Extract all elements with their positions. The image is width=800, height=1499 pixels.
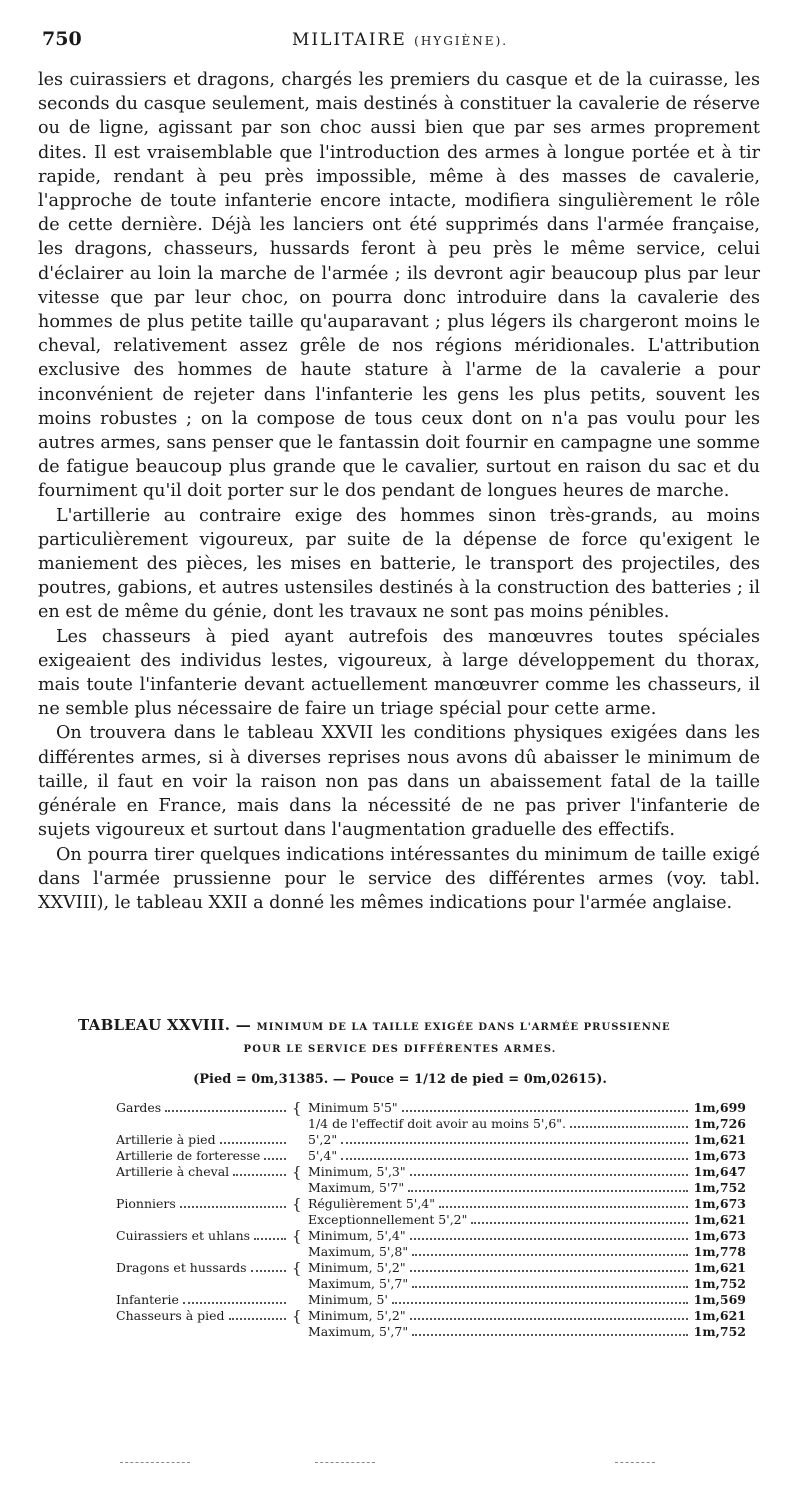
table-unit-note: (Pied = 0m,31385. — Pouce = 1/12 de pied = 0m,02615). [193, 1072, 607, 1087]
dot-leader [165, 1110, 286, 1112]
height-minimum-table [110, 1100, 760, 1340]
dot-leader [341, 1142, 688, 1144]
dot-leader [410, 1270, 688, 1272]
condition-label: Maximum, 5',7" [308, 1276, 409, 1291]
dot-leader [570, 1126, 688, 1128]
metric-height: 1m,673 [693, 1196, 746, 1211]
dot-leader [229, 1318, 286, 1320]
weapon-label: Artillerie à pied [116, 1132, 216, 1147]
condition-label: 1/4 de l'effectif doit avoir au moins 5',6". [308, 1116, 567, 1131]
dot-leader [233, 1174, 286, 1176]
body-text [38, 68, 760, 915]
metric-height: 1m,752 [693, 1276, 746, 1291]
brace: { [292, 1227, 302, 1245]
condition-label: Exceptionnellement 5',2" [308, 1212, 468, 1227]
condition-label: Minimum, 5',4" [308, 1228, 406, 1243]
table-row [110, 1228, 760, 1244]
table-row [110, 1244, 760, 1260]
paragraph-4: On trouvera dans le tableau XXVII les conditions physiques exigées dans les différentes armes, si à diverses reprises nous avons dû abaisser le minimum de taille, il faut en voir la raison non pas dans un abaissement fatal de la taille générale en France, mais dans la nécessité de ne pas priver l'infanterie de sujets vigoureux et surtout dans l'augmentation graduelle des effectifs. [38, 723, 760, 841]
dot-leader [408, 1190, 688, 1192]
metric-height: 1m,569 [693, 1292, 746, 1307]
metric-height: 1m,621 [693, 1132, 746, 1147]
dot-leader [410, 1318, 688, 1320]
weapon-label: Dragons et hussards [116, 1260, 247, 1275]
dot-leader [392, 1302, 688, 1304]
table-row [110, 1100, 760, 1116]
metric-height: 1m,621 [693, 1212, 746, 1227]
paragraph-5: On pourra tirer quelques indications intéressantes du minimum de taille exigé dans l'armée prussienne pour le service des différentes armes (voy. tabl. XXVIII), le tableau XXII a donné les mêmes indications pour l'armée anglaise. [38, 844, 760, 913]
table-caption: MINIMUM DE LA TAILLE EXIGÉE DANS L'ARMÉE PRUSSIENNE [256, 1022, 671, 1033]
weapon-label: Cuirassiers et uhlans [116, 1228, 251, 1243]
dot-leader [410, 1174, 688, 1176]
condition-label: Maximum, 5',8" [308, 1244, 409, 1259]
brace: { [292, 1259, 302, 1277]
condition-label: Minimum, 5',3" [308, 1164, 406, 1179]
table-row [110, 1260, 760, 1276]
condition-label: Maximum, 5',7" [308, 1324, 409, 1339]
dot-leader [220, 1142, 286, 1144]
page-header [42, 28, 752, 58]
metric-height: 1m,778 [693, 1244, 746, 1259]
table-row [110, 1164, 760, 1180]
table-row [110, 1196, 760, 1212]
table-row [110, 1116, 760, 1132]
table-row [110, 1276, 760, 1292]
weapon-label: Pionniers [116, 1196, 176, 1211]
table-title [78, 1016, 718, 1034]
condition-label: Maximum, 5'7" [308, 1180, 405, 1195]
paragraph-1: les cuirassiers et dragons, chargés les premiers du casque et de la cuirasse, les seconds du casque seulement, mais destinés à constituer la cavalerie de réserve ou de ligne, agissant par son choc aussi bien que par ses armes proprement dites. Il est vraisemblable que l'introduction des armes à longue portée et à tir rapide, rendant à peu près impossible, même à des masses de cavalerie, l'approche de toute infanterie encore intacte, modifiera singulièrement le rôle de cette dernière. Déjà les lanciers ont été supprimés dans l'armée française, les dragons, chasseurs, hussards feront à peu près le même service, celui d'éclairer au loin la marche de l'armée ; ils devront agir beaucoup plus par leur vitesse que par leur choc, on pourra donc introduire dans la cavalerie des hommes de plus petite taille qu'auparavant ; plus légers ils chargeront moins le cheval, relativement assez grêle de nos régions méridionales. L'attribution exclusive des hommes de haute stature à l'arme de la cavalerie a pour inconvénient de rejeter dans l'infanterie les gens les plus petits, souvent les moins robustes ; on la compose de tous ceux dont on n'a pas voulu pour les autres armes, sans penser que le fantassin doit fournir en campagne une somme de fatigue beaucoup plus grande que le cavalier, surtout en raison du sac et du fourniment qu'il doit porter sur le dos pendant de longues heures de marche. [38, 70, 760, 502]
metric-height: 1m,647 [693, 1164, 746, 1179]
condition-label: 5',4" [308, 1148, 338, 1163]
running-head-title: MILITAIRE [292, 30, 407, 50]
metric-height: 1m,752 [693, 1180, 746, 1195]
brace: { [292, 1163, 302, 1181]
dot-leader [412, 1334, 688, 1336]
metric-height: 1m,726 [693, 1116, 746, 1131]
dot-leader [183, 1302, 286, 1304]
table-subtitle: POUR LE SERVICE DES DIFFÉRENTES ARMES. [243, 1044, 557, 1055]
dot-leader [410, 1238, 688, 1240]
footer-dash [120, 1462, 190, 1463]
paragraph-2: L'artillerie au contraire exige des hommes sinon très-grands, au moins particulièrement vigoureux, par suite de la dépense de force qu'exigent le maniement des pièces, les mises en batterie, le transport des projectiles, des poutres, gabions, et autres ustensiles destinés à la construction des batteries ; il en est de même du génie, dont les travaux ne sont pas moins pénibles. [38, 505, 760, 623]
condition-label: Minimum, 5',2" [308, 1308, 406, 1323]
table-row [110, 1148, 760, 1164]
running-head [292, 30, 508, 50]
brace: { [292, 1307, 302, 1325]
paragraph-3: Les chasseurs à pied ayant autrefois des manœuvres toutes spéciales exigeaient des individus lestes, vigoureux, à large développement du thorax, mais toute l'infanterie devant actuellement manœuvrer comme les chasseurs, il ne semble plus nécessaire de faire un triage spécial pour cette arme. [38, 626, 760, 720]
condition-label: Minimum 5'5" [308, 1100, 398, 1115]
table-row [110, 1132, 760, 1148]
table-title-dash: — [230, 1016, 257, 1034]
condition-label: Régulièrement 5',4" [308, 1196, 435, 1211]
metric-height: 1m,621 [693, 1308, 746, 1323]
dot-leader [471, 1222, 688, 1224]
dot-leader [341, 1158, 688, 1160]
metric-height: 1m,673 [693, 1148, 746, 1163]
dot-leader [402, 1110, 688, 1112]
weapon-label: Infanterie [116, 1292, 179, 1307]
metric-height: 1m,621 [693, 1260, 746, 1275]
weapon-label: Artillerie à cheval [116, 1164, 230, 1179]
condition-label: 5',2" [308, 1132, 338, 1147]
page-number: 750 [42, 28, 82, 50]
footer-dash [615, 1462, 655, 1463]
dot-leader [251, 1270, 286, 1272]
brace: { [292, 1195, 302, 1213]
footer-dash [315, 1462, 375, 1463]
weapon-label: Chasseurs à pied [116, 1308, 225, 1323]
metric-height: 1m,752 [693, 1324, 746, 1339]
condition-label: Minimum, 5' [308, 1292, 388, 1307]
weapon-label: Gardes [116, 1100, 162, 1115]
dot-leader [412, 1254, 688, 1256]
dot-leader [439, 1206, 688, 1208]
metric-height: 1m,699 [693, 1100, 746, 1115]
condition-label: Minimum, 5',2" [308, 1260, 406, 1275]
table-row [110, 1308, 760, 1324]
footer-rule [110, 1462, 670, 1466]
running-head-subtitle: (HYGIÈNE). [414, 34, 509, 48]
metric-height: 1m,673 [693, 1228, 746, 1243]
table-row [110, 1292, 760, 1308]
table-row [110, 1324, 760, 1340]
weapon-label: Artillerie de forteresse [116, 1148, 261, 1163]
brace: { [292, 1099, 302, 1117]
dot-leader [180, 1206, 286, 1208]
table-row [110, 1212, 760, 1228]
dot-leader [254, 1238, 286, 1240]
dot-leader [264, 1158, 286, 1160]
table-row [110, 1180, 760, 1196]
table-number: TABLEAU XXVIII. [78, 1016, 231, 1034]
dot-leader [412, 1286, 688, 1288]
